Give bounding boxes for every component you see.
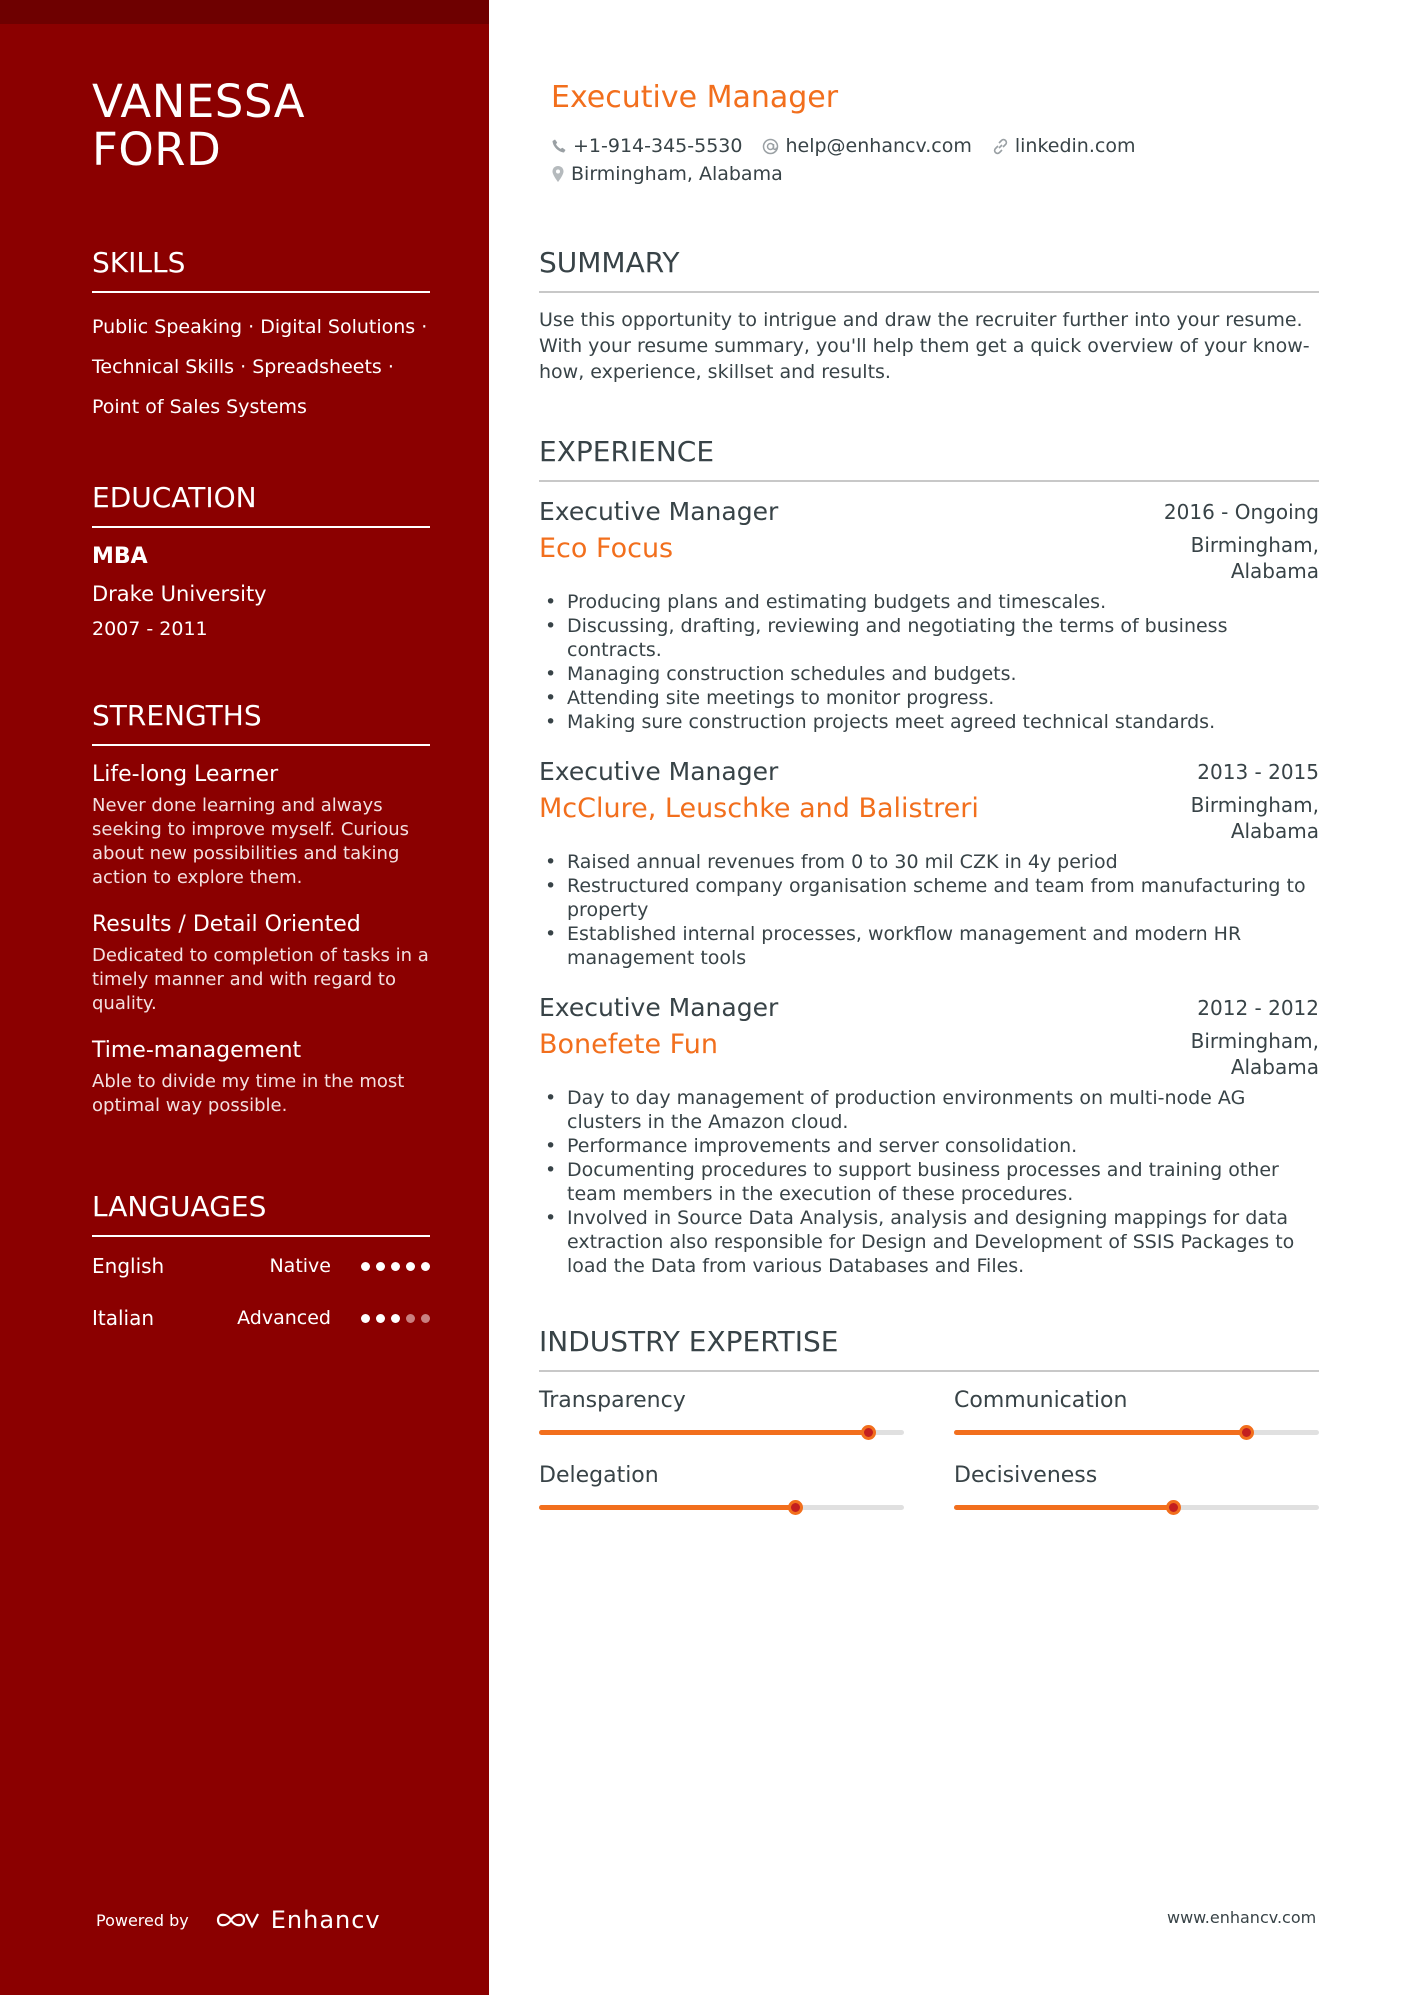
- sidebar-top-bar: [0, 0, 489, 24]
- contact-linkedin[interactable]: [992, 135, 1136, 157]
- experience-heading: EXPERIENCE: [539, 434, 1319, 482]
- strengths-section: [92, 698, 430, 1138]
- rating-dot-empty: [406, 1314, 415, 1323]
- skill-item: Point of Sales Systems: [92, 396, 307, 418]
- bullet-item: • Discussing, drafting, reviewing and negotiating the terms of business contracts.: [539, 614, 1319, 662]
- contact-phone[interactable]: [551, 135, 742, 157]
- skill-item: Spreadsheets: [252, 356, 382, 378]
- bullet-item: • Established internal processes, workflow management and modern HR management tools: [539, 922, 1319, 970]
- industry-expertise-section: [539, 1324, 1319, 1510]
- rating-dot-filled: [361, 1262, 370, 1271]
- skills-heading: SKILLS: [92, 245, 430, 293]
- expertise-bar-knob: [1239, 1425, 1254, 1440]
- experience-item: [539, 496, 1319, 734]
- experience-location: [1169, 1028, 1319, 1080]
- skill-item: Digital Solutions: [260, 316, 416, 338]
- location-line: Birmingham,: [1190, 793, 1319, 817]
- expertise-grid: [539, 1386, 1319, 1510]
- skill-item: Public Speaking: [92, 316, 243, 338]
- location-line: Birmingham,: [1190, 1029, 1319, 1053]
- expertise-item: [539, 1461, 904, 1510]
- enhancv-logo-icon: [215, 1909, 261, 1931]
- contact-info: [551, 132, 1155, 188]
- expertise-bar-knob: [788, 1500, 803, 1515]
- expertise-bar: [954, 1505, 1319, 1510]
- powered-by-label: Powered by: [96, 1910, 189, 1930]
- strength-description: Dedicated to completion of tasks in a timely manner and with regard to quality.: [92, 945, 429, 1014]
- sidebar: [0, 0, 489, 1995]
- language-level: Advanced: [237, 1307, 331, 1329]
- expertise-label: Transparency: [539, 1388, 686, 1413]
- industry-expertise-heading: INDUSTRY EXPERTISE: [539, 1324, 1319, 1372]
- enhancv-brand: Enhancv: [270, 1906, 381, 1934]
- rating-dot-filled: [406, 1262, 415, 1271]
- expertise-bar-fill: [539, 1505, 795, 1510]
- language-name: Italian: [92, 1306, 155, 1330]
- experience-item: [539, 756, 1319, 970]
- bullet-item: • Managing construction schedules and budgets.: [539, 662, 1319, 686]
- expertise-label: Communication: [954, 1388, 1128, 1413]
- language-rating: [361, 1262, 430, 1271]
- expertise-bar-fill: [954, 1430, 1246, 1435]
- strength-item: [92, 760, 430, 890]
- link-icon: [992, 138, 1009, 155]
- languages-section: [92, 1189, 430, 1355]
- experience-dates: 2013 - 2015: [1197, 760, 1319, 784]
- bullet-item: • Making sure construction projects meet agreed technical standards.: [539, 710, 1319, 734]
- rating-dot-filled: [361, 1314, 370, 1323]
- strength-title: Time-management: [92, 1038, 302, 1063]
- summary-heading: SUMMARY: [539, 245, 1319, 293]
- experience-company: Eco Focus: [539, 533, 674, 564]
- enhancv-logo[interactable]: [215, 1906, 381, 1934]
- expertise-bar: [539, 1505, 904, 1510]
- strength-item: [92, 910, 430, 1016]
- bullet-item: • Performance improvements and server consolidation.: [539, 1134, 1319, 1158]
- language-row: [92, 1303, 430, 1333]
- experience-role: Executive Manager: [539, 757, 779, 786]
- summary-section: [539, 245, 1319, 385]
- summary-text: Use this opportunity to intrigue and draw the recruiter further into your resume. With your resume summary, you'll help them get a quick overview of your know-how, experience, skillset and results.: [539, 309, 1310, 383]
- headline: Executive Manager: [551, 80, 839, 115]
- experience-location: [1169, 532, 1319, 584]
- powered-by: [96, 1906, 381, 1934]
- skills-list: Public Speaking · Digital Solutions · Technical Skills · Spreadsheets · Point of Sales Systems: [92, 316, 428, 418]
- at-icon: [762, 138, 779, 155]
- contact-line: [551, 160, 1155, 188]
- contact-email[interactable]: [762, 135, 971, 157]
- strength-description: Able to divide my time in the most optimal way possible.: [92, 1071, 405, 1116]
- phone-text: +1-914-345-5530: [573, 135, 743, 157]
- strength-title: Results / Detail Oriented: [92, 912, 361, 937]
- contact-line: [551, 132, 1155, 160]
- rating-dot-filled: [391, 1262, 400, 1271]
- expertise-bar: [539, 1430, 904, 1435]
- language-name: English: [92, 1254, 165, 1278]
- expertise-bar-fill: [954, 1505, 1173, 1510]
- bullet-item: • Involved in Source Data Analysis, analysis and designing mappings for data extraction also responsible for Design and Development of SSIS Packages to load the Data from various Databases and Files.: [539, 1206, 1319, 1278]
- location-line: Alabama: [1230, 819, 1319, 843]
- languages-heading: LANGUAGES: [92, 1189, 430, 1237]
- expertise-bar-fill: [539, 1430, 868, 1435]
- education-section: [92, 480, 430, 642]
- strengths-heading: STRENGTHS: [92, 698, 430, 746]
- expertise-item: [539, 1386, 904, 1435]
- rating-dot-filled: [391, 1314, 400, 1323]
- location-line: Birmingham,: [1190, 533, 1319, 557]
- expertise-label: Decisiveness: [954, 1463, 1098, 1488]
- experience-company: McClure, Leuschke and Balistreri: [539, 793, 979, 824]
- experience-role: Executive Manager: [539, 497, 779, 526]
- linkedin-text: linkedin.com: [1014, 135, 1136, 157]
- rating-dot-filled: [376, 1314, 385, 1323]
- location-pin-icon: [551, 165, 565, 183]
- experience-dates: 2016 - Ongoing: [1163, 500, 1319, 524]
- education-degree: MBA: [92, 544, 148, 569]
- language-level: Native: [269, 1255, 331, 1277]
- experience-location: [1169, 792, 1319, 844]
- language-row: [92, 1251, 430, 1281]
- experience-section: [539, 434, 1319, 1300]
- experience-bullets: [539, 590, 1319, 734]
- bullet-item: • Day to day management of production environments on multi-node AG clusters in the Amazon cloud.: [539, 1086, 1319, 1134]
- bullet-item: • Documenting procedures to support business processes and training other team members in the execution of these procedures.: [539, 1158, 1319, 1206]
- bullet-item: • Producing plans and estimating budgets and timescales.: [539, 590, 1319, 614]
- language-rating: [361, 1314, 430, 1323]
- strength-description: Never done learning and always seeking to improve myself. Curious about new possibilities and taking action to explore them.: [92, 795, 410, 888]
- footer-url[interactable]: www.enhancv.com: [1167, 1908, 1317, 1927]
- location-line: Alabama: [1230, 1055, 1319, 1079]
- experience-bullets: [539, 1086, 1319, 1278]
- rating-dot-filled: [421, 1262, 430, 1271]
- education-school: Drake University: [92, 582, 267, 606]
- education-dates: 2007 - 2011: [92, 618, 208, 640]
- bullet-item: • Restructured company organisation scheme and team from manufacturing to property: [539, 874, 1319, 922]
- education-heading: EDUCATION: [92, 480, 430, 528]
- bullet-item: • Attending site meetings to monitor progress.: [539, 686, 1319, 710]
- expertise-label: Delegation: [539, 1463, 659, 1488]
- experience-item: [539, 992, 1319, 1278]
- rating-dot-empty: [421, 1314, 430, 1323]
- experience-company: Bonefete Fun: [539, 1029, 718, 1060]
- contact-location: [551, 163, 783, 185]
- strength-title: Life-long Learner: [92, 762, 279, 787]
- experience-role: Executive Manager: [539, 993, 779, 1022]
- expertise-bar: [954, 1430, 1319, 1435]
- rating-dot-filled: [376, 1262, 385, 1271]
- expertise-bar-knob: [1166, 1500, 1181, 1515]
- experience-dates: 2012 - 2012: [1197, 996, 1319, 1020]
- skill-item: Technical Skills: [92, 356, 235, 378]
- experience-bullets: [539, 850, 1319, 970]
- expertise-bar-knob: [861, 1425, 876, 1440]
- expertise-item: [954, 1461, 1319, 1510]
- skills-section: [92, 245, 430, 427]
- bullet-item: • Raised annual revenues from 0 to 30 mil CZK in 4y period: [539, 850, 1319, 874]
- name-first: VANESSA: [92, 75, 306, 128]
- candidate-name: [92, 75, 432, 176]
- expertise-item: [954, 1386, 1319, 1435]
- strength-item: [92, 1036, 430, 1118]
- email-text: help@enhancv.com: [785, 135, 972, 157]
- phone-icon: [551, 138, 567, 154]
- location-line: Alabama: [1230, 559, 1319, 583]
- location-text: Birmingham, Alabama: [571, 163, 783, 185]
- name-last: FORD: [92, 123, 222, 176]
